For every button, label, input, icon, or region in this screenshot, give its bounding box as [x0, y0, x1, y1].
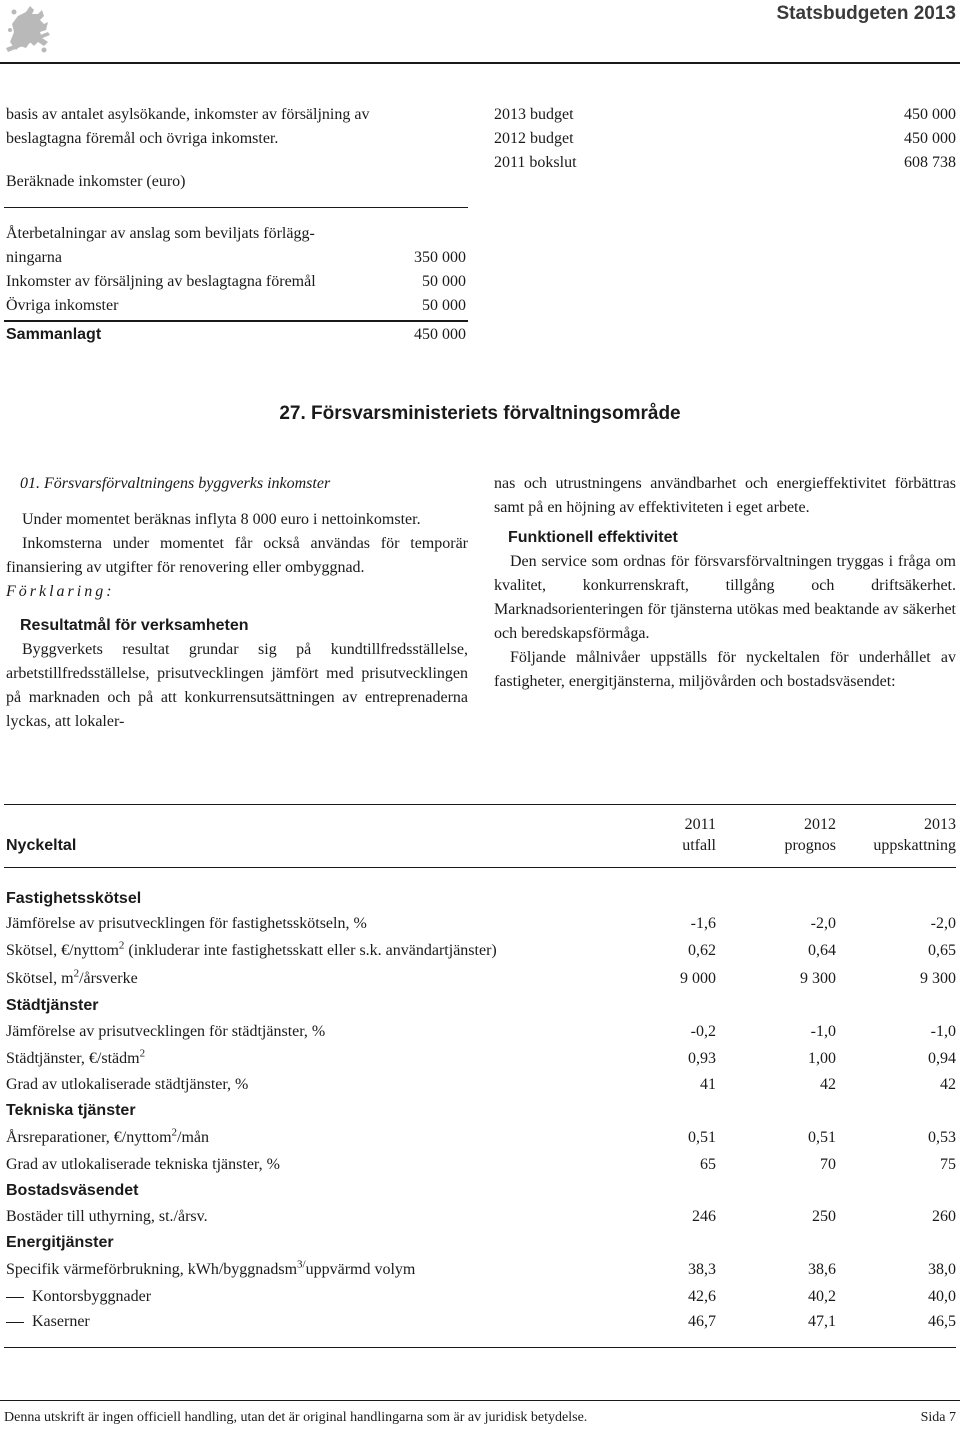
- kpi-row-label: [6, 1126, 209, 1150]
- income-table-total-rule: [4, 320, 468, 322]
- kpi-value-2011: 0,93: [688, 1050, 716, 1067]
- budget-2013-value: 450 000: [904, 106, 956, 123]
- kpi-value-2011: 0,51: [688, 1129, 716, 1146]
- kpi-table-row: [0, 1310, 960, 1334]
- budget-2013-label: 2013 budget: [494, 106, 574, 123]
- kpi-header-subtitles: [0, 834, 960, 858]
- page-header: [0, 0, 960, 62]
- functional-efficiency-heading: Funktionell effektivitet: [508, 529, 678, 546]
- income-row-1-label: Återbetalningar av anslag som beviljats förlägg-: [6, 225, 315, 242]
- kpi-value-2012: 9 300: [800, 970, 836, 987]
- kpi-value-2012: 40,2: [808, 1288, 836, 1305]
- income-row-3-value: 50 000: [422, 297, 466, 314]
- kpi-row-label: Grad av utlokaliserade städtjänster, %: [6, 1076, 249, 1093]
- kpi-row-label: [6, 1258, 415, 1282]
- page-number: Sida 7: [920, 1410, 956, 1425]
- forklaring-label: Förklaring:: [6, 583, 115, 600]
- kpi-row-label-sup: 2: [171, 1126, 178, 1139]
- intro-line-1: basis av antalet asylsökande, inkomster av försäljning av: [6, 106, 370, 123]
- kpi-value-2013: -2,0: [930, 915, 956, 932]
- paragraph-targets: Följande målnivåer uppställs för nyckeltalen för underhållet av fastigheter, energitjänsterna, miljövården och bostadsväsendet:: [494, 649, 956, 690]
- kpi-value-2013: 0,65: [928, 942, 956, 959]
- kpi-value-2012: 38,6: [808, 1261, 836, 1278]
- income-total-value: 450 000: [414, 326, 466, 343]
- paragraph-temporary-financing: Inkomsterna under momentet får också användas för temporär finansiering av utgifter för renovering eller ombyggnad.: [6, 535, 468, 576]
- kpi-row-label: Bostäder till uthyrning, st./årsv.: [6, 1208, 208, 1225]
- kpi-row-label-text: Kaserner: [32, 1313, 90, 1330]
- kpi-row-label-suffix: uppvärmd volym: [305, 1261, 416, 1278]
- budget-2012-value: 450 000: [904, 130, 956, 147]
- footer-disclaimer: Denna utskrift är ingen officiell handling, utan det är original handlingarna som är av juridisk betydelse.: [4, 1410, 588, 1425]
- section-title: 27. Försvarsministeriets förvaltningsområde: [279, 403, 681, 424]
- goals-heading: Resultatmål för verksamheten: [20, 617, 249, 634]
- kpi-table-title: Nyckeltal: [6, 837, 77, 854]
- kpi-value-2012: 250: [812, 1208, 836, 1225]
- kpi-value-2011: 246: [692, 1208, 716, 1225]
- kpi-col-2012-year: 2012: [804, 816, 836, 833]
- kpi-row-label-sup: 3/: [297, 1258, 306, 1271]
- footer-divider: [0, 1400, 960, 1401]
- kpi-row-label: [6, 1047, 145, 1071]
- paragraph-service: Den service som ordnas för försvarsförvaltningen tryggas i fråga om kvalitet, konkurrenskraft, tillgång och driftsäkerhet. Marknadsorienteringen för tjänsterna utökas med beaktande av säkerhet och beredskapsförmåga.: [494, 553, 956, 642]
- kpi-col-2012-sub: prognos: [784, 837, 836, 854]
- kpi-value-2013: 9 300: [920, 970, 956, 987]
- kpi-row-label-text: Städtjänster, €/städm: [6, 1050, 140, 1067]
- kpi-value-2012: -1,0: [810, 1023, 836, 1040]
- income-row-2-label: Inkomster av försäljning av beslagtagna föremål: [6, 273, 316, 290]
- kpi-group-label: Städtjänster: [6, 997, 99, 1014]
- kpi-group-label: Bostadsväsendet: [6, 1182, 139, 1199]
- kpi-row-label: [6, 1285, 151, 1309]
- kpi-group-label: Fastighetsskötsel: [6, 890, 142, 907]
- kpi-group-heading: [0, 994, 960, 1018]
- kpi-table-row: [0, 1285, 960, 1309]
- kpi-col-2011-sub: utfall: [682, 837, 716, 854]
- kpi-value-2011: 46,7: [688, 1313, 716, 1330]
- kpi-value-2012: 0,64: [808, 942, 836, 959]
- bokslut-2011-label: 2011 bokslut: [494, 154, 577, 171]
- kpi-row-label: Jämförelse av prisutvecklingen för städtjänster, %: [6, 1023, 326, 1040]
- kpi-table-row: [0, 1126, 960, 1150]
- income-row-3-label: Övriga inkomster: [6, 297, 119, 314]
- kpi-group-heading: [0, 1179, 960, 1203]
- kpi-group-heading: [0, 1099, 960, 1123]
- kpi-row-label-text: Skötsel, m: [6, 970, 74, 987]
- kpi-row-label: Grad av utlokaliserade tekniska tjänster, %: [6, 1156, 280, 1173]
- kpi-table-row: [0, 1153, 960, 1177]
- kpi-value-2011: 38,3: [688, 1261, 716, 1278]
- kpi-value-2013: 0,53: [928, 1129, 956, 1146]
- left-column: [6, 472, 468, 734]
- income-row-1-value: 350 000: [414, 249, 466, 266]
- kpi-row-label-text: Specifik värmeförbrukning, kWh/byggnadsm: [6, 1261, 298, 1278]
- kpi-group-label: Tekniska tjänster: [6, 1102, 136, 1119]
- document-title: Statsbudgeten 2013: [776, 3, 956, 24]
- kpi-row-label-suffix: /årsverke: [79, 970, 138, 987]
- kpi-row-label-text: Kontorsbyggnader: [32, 1288, 152, 1305]
- intro-line-2: beslagtagna föremål och övriga inkomster.: [6, 130, 279, 147]
- kpi-value-2012: 47,1: [808, 1313, 836, 1330]
- kpi-col-2013-year: 2013: [924, 816, 956, 833]
- right-column: [494, 472, 956, 694]
- kpi-value-2011: -1,6: [690, 915, 716, 932]
- kpi-value-2012: 0,51: [808, 1129, 836, 1146]
- kpi-row-label-suffix: (inkluderar inte fastighetsskatt eller s.k. användartjänster): [124, 942, 497, 959]
- income-row-1-label-cont: ningarna: [6, 249, 62, 266]
- kpi-table-row: [0, 967, 960, 991]
- kpi-row-label-sup: 2: [118, 939, 125, 952]
- kpi-value-2011: -0,2: [690, 1023, 716, 1040]
- kpi-value-2013: 40,0: [928, 1288, 956, 1305]
- kpi-table-bottom-rule: [4, 1347, 956, 1348]
- kpi-table-row: [0, 1047, 960, 1071]
- income-row-2-value: 50 000: [422, 273, 466, 290]
- kpi-value-2013: -1,0: [930, 1023, 956, 1040]
- kpi-row-label-text: Årsreparationer, €/nyttom: [6, 1129, 172, 1146]
- budget-2012-label: 2012 budget: [494, 130, 574, 147]
- kpi-value-2012: 42: [820, 1076, 836, 1093]
- kpi-value-2012: -2,0: [810, 915, 836, 932]
- dash-marker: [6, 1297, 24, 1298]
- kpi-row-label: [6, 967, 138, 991]
- kpi-row-label: [6, 939, 497, 963]
- kpi-row-label-sup: 2: [139, 1047, 146, 1060]
- coat-of-arms-lion-icon: [4, 2, 54, 56]
- kpi-table-row: [0, 912, 960, 936]
- estimated-income-heading: Beräknade inkomster (euro): [6, 173, 186, 190]
- kpi-col-2011-year: 2011: [684, 816, 716, 833]
- kpi-row-label-text: Skötsel, €/nyttom: [6, 942, 119, 959]
- kpi-group-heading: [0, 1231, 960, 1255]
- kpi-table-row: [0, 939, 960, 963]
- paragraph-continued: nas och utrustningens användbarhet och energieffektivitet förbättras samt på en höjning av effektiviteten i eget arbete.: [494, 475, 956, 516]
- kpi-row-label: [6, 1310, 90, 1334]
- kpi-value-2012: 1,00: [808, 1050, 836, 1067]
- kpi-value-2011: 9 000: [680, 970, 716, 987]
- kpi-value-2011: 41: [700, 1076, 716, 1093]
- kpi-row-label-suffix: /mån: [177, 1129, 210, 1146]
- kpi-table-row: [0, 1020, 960, 1044]
- kpi-value-2013: 46,5: [928, 1313, 956, 1330]
- kpi-value-2013: 260: [932, 1208, 956, 1225]
- header-divider: [0, 62, 960, 64]
- dash-marker: [6, 1322, 24, 1323]
- kpi-col-2013-sub: uppskattning: [873, 837, 956, 854]
- kpi-row-label: Jämförelse av prisutvecklingen för fastighetsskötseln, %: [6, 915, 367, 932]
- kpi-value-2013: 38,0: [928, 1261, 956, 1278]
- bokslut-2011-value: 608 738: [904, 154, 956, 171]
- income-table-top-rule: [4, 207, 468, 208]
- kpi-value-2013: 42: [940, 1076, 956, 1093]
- subheading-byggverk: 01. Försvarsförvaltningens byggverks inkomster: [20, 475, 331, 492]
- kpi-value-2013: 0,94: [928, 1050, 956, 1067]
- kpi-row-label-sup: 2: [73, 967, 80, 980]
- kpi-table-row: [0, 1205, 960, 1229]
- kpi-table-row: [0, 1073, 960, 1097]
- kpi-value-2011: 0,62: [688, 942, 716, 959]
- kpi-group-heading: [0, 887, 960, 911]
- kpi-value-2013: 75: [940, 1156, 956, 1173]
- kpi-value-2011: 42,6: [688, 1288, 716, 1305]
- kpi-value-2012: 70: [820, 1156, 836, 1173]
- paragraph-results: Byggverkets resultat grundar sig på kundtillfredsställelse, arbetstillfredsställelse, prisutvecklingen jämfört med prisutvecklingen på marknaden och på att konkurrensutsättningen av entreprenaderna lyckas, att lokaler-: [6, 641, 468, 730]
- kpi-table-row: [0, 1258, 960, 1282]
- kpi-value-2011: 65: [700, 1156, 716, 1173]
- kpi-group-label: Energitjänster: [6, 1234, 114, 1251]
- kpi-table-top-rule: [4, 804, 956, 805]
- kpi-table-header-rule: [4, 867, 956, 868]
- income-total-label: Sammanlagt: [6, 326, 102, 343]
- paragraph-inflow: Under momentet beräknas inflyta 8 000 euro i nettoinkomster.: [22, 511, 421, 528]
